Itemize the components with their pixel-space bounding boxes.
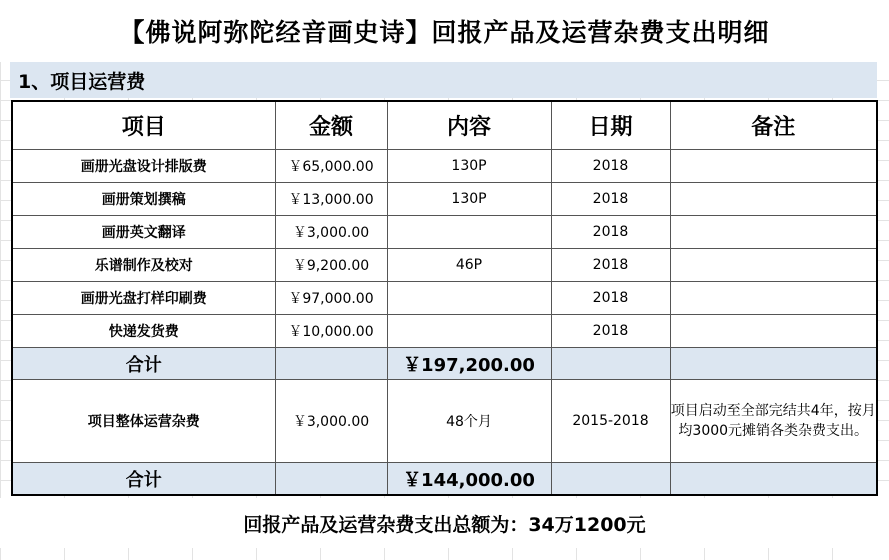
cell-amount[interactable]: ￥65,000.00	[275, 150, 387, 183]
cell-note[interactable]	[670, 183, 877, 216]
cell-date[interactable]: 2018	[551, 216, 670, 249]
cell-amount[interactable]: ￥97,000.00	[275, 282, 387, 315]
cell-amount[interactable]: ￥9,200.00	[275, 249, 387, 282]
cell-item[interactable]: 项目整体运营杂费	[12, 380, 275, 463]
cell-amount[interactable]: ￥3,000.00	[275, 380, 387, 463]
header-content[interactable]: 内容	[387, 101, 551, 150]
cell-content[interactable]: 130P	[387, 183, 551, 216]
subtotal-empty-cell[interactable]	[670, 348, 877, 380]
cell-date[interactable]: 2015-2018	[551, 380, 670, 463]
cell-note[interactable]	[670, 315, 877, 348]
table-row	[12, 315, 877, 348]
header-date[interactable]: 日期	[551, 101, 670, 150]
cell-item[interactable]: 画册光盘设计排版费	[12, 150, 275, 183]
subtotal-empty-cell[interactable]	[275, 348, 387, 380]
subtotal-empty-cell[interactable]	[275, 463, 387, 496]
cell-amount[interactable]: ￥13,000.00	[275, 183, 387, 216]
table-row	[12, 150, 877, 183]
cell-date[interactable]: 2018	[551, 249, 670, 282]
cell-note[interactable]	[670, 249, 877, 282]
table-row	[12, 249, 877, 282]
subtotal-row	[12, 463, 877, 496]
cell-content[interactable]	[387, 315, 551, 348]
cell-item[interactable]: 乐谱制作及校对	[12, 249, 275, 282]
cell-date[interactable]: 2018	[551, 315, 670, 348]
page-title: 【佛说阿弥陀经音画史诗】回报产品及运营杂费支出明细	[0, 0, 889, 62]
table-row-operations	[12, 380, 877, 463]
cell-amount[interactable]: ￥10,000.00	[275, 315, 387, 348]
cell-item[interactable]: 画册策划撰稿	[12, 183, 275, 216]
header-row	[12, 101, 877, 150]
table-row	[12, 216, 877, 249]
table-row	[12, 183, 877, 216]
cell-content[interactable]: 130P	[387, 150, 551, 183]
total-summary: 回报产品及运营杂费支出总额为：34万1200元	[0, 498, 889, 548]
subtotal-amount[interactable]: ￥144,000.00	[387, 463, 551, 496]
subtotal-label[interactable]: 合计	[12, 348, 275, 380]
subtotal-label[interactable]: 合计	[12, 463, 275, 496]
cell-content[interactable]	[387, 216, 551, 249]
cell-date[interactable]: 2018	[551, 282, 670, 315]
subtotal-empty-cell[interactable]	[551, 463, 670, 496]
cell-content[interactable]	[387, 282, 551, 315]
header-amount[interactable]: 金额	[275, 101, 387, 150]
cell-date[interactable]: 2018	[551, 183, 670, 216]
cell-note[interactable]: 项目启动至全部完结共4年，按月均3000元摊销各类杂费支出。	[670, 380, 877, 463]
subtotal-row	[12, 348, 877, 380]
header-item[interactable]: 项目	[12, 101, 275, 150]
table-row	[12, 282, 877, 315]
header-note[interactable]: 备注	[670, 101, 877, 150]
subtotal-amount[interactable]: ￥197,200.00	[387, 348, 551, 380]
section-heading: 1、项目运营费	[10, 62, 877, 98]
cell-item[interactable]: 画册光盘打样印刷费	[12, 282, 275, 315]
cell-note[interactable]	[670, 150, 877, 183]
cell-note[interactable]	[670, 282, 877, 315]
expense-table	[11, 100, 878, 496]
cell-note[interactable]	[670, 216, 877, 249]
cell-content[interactable]: 46P	[387, 249, 551, 282]
subtotal-empty-cell[interactable]	[670, 463, 877, 496]
cell-amount[interactable]: ￥3,000.00	[275, 216, 387, 249]
cell-item[interactable]: 快递发货费	[12, 315, 275, 348]
cell-content[interactable]: 48个月	[387, 380, 551, 463]
cell-date[interactable]: 2018	[551, 150, 670, 183]
subtotal-empty-cell[interactable]	[551, 348, 670, 380]
cell-item[interactable]: 画册英文翻译	[12, 216, 275, 249]
